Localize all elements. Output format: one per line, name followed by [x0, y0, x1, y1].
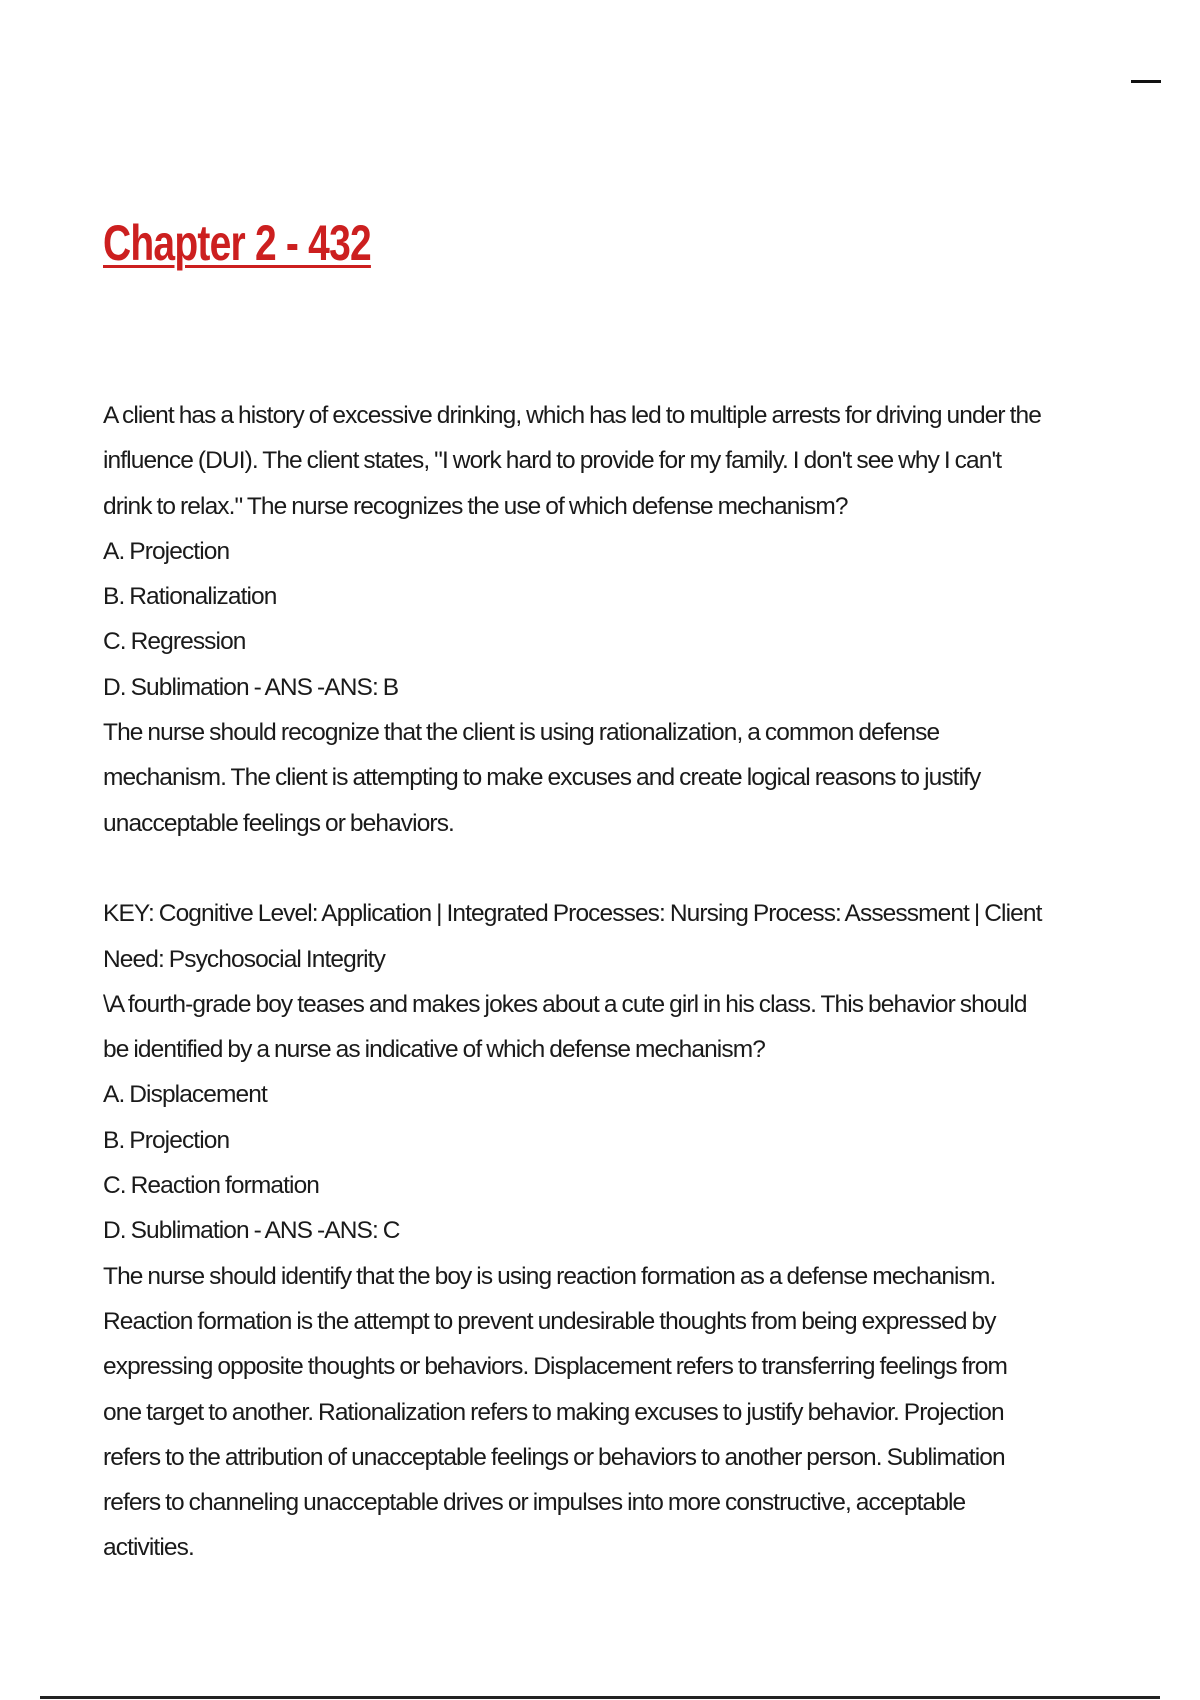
question-1-option-b: B. Rationalization — [103, 583, 277, 611]
footer-divider — [40, 1696, 1160, 1699]
question-1-rationale: The nurse should recognize that the client is using rationalization, a common defense mechanism. The client is attempting to make excuses and create logical reasons to justify unacceptable feelings or behaviors. — [103, 719, 981, 837]
page-corner-mark — [1131, 80, 1161, 83]
question-2-rationale: The nurse should identify that the boy is using reaction formation as a defense mechanism. Reaction formation is the attempt to prevent undesirable thoughts from being expressed by expressing opposite thoughts or behaviors. Displacement refers to transferring feelings from one target to another. Rationalization refers to making excuses to justify behavior. Projection refers to the attribution of unacceptable feelings or behaviors to another person. Sublimation refers to channeling unacceptable drives or impulses into more constructive, acceptable activities. — [103, 1262, 1008, 1562]
question-2-option-b: B. Projection — [103, 1126, 230, 1154]
question-1-option-a: A. Projection — [103, 537, 230, 565]
question-1-option-c: C. Regression — [103, 628, 246, 656]
question-2-stem: \A fourth-grade boy teases and makes jokes about a cute girl in his class. This behavior should be identified by a nurse as indicative of which defense mechanism? — [103, 990, 1027, 1064]
question-2-option-c: C. Reaction formation — [103, 1172, 320, 1200]
question-2-option-a: A. Displacement — [103, 1081, 267, 1109]
paragraph-gap — [103, 846, 1048, 891]
question-2 — [103, 982, 1048, 1571]
question-1 — [103, 393, 1048, 982]
chapter-title: Chapter 2 - 432 — [103, 215, 371, 271]
question-2-option-d-answer: D. Sublimation - ANS -ANS: C — [103, 1217, 400, 1245]
question-1-option-d-answer: D. Sublimation - ANS -ANS: B — [103, 673, 399, 701]
question-1-stem: A client has a history of excessive drinking, which has led to multiple arrests for driving under the influence (DUI). The client states, "I work hard to provide for my family. I don't see why I can't drink to relax." The nurse recognizes the use of which defense mechanism? — [103, 402, 1041, 520]
question-1-key: KEY: Cognitive Level: Application | Integrated Processes: Nursing Process: Assessment | Client Need: Psychosocial Integrity — [103, 900, 1042, 973]
document-body — [103, 393, 1048, 1571]
